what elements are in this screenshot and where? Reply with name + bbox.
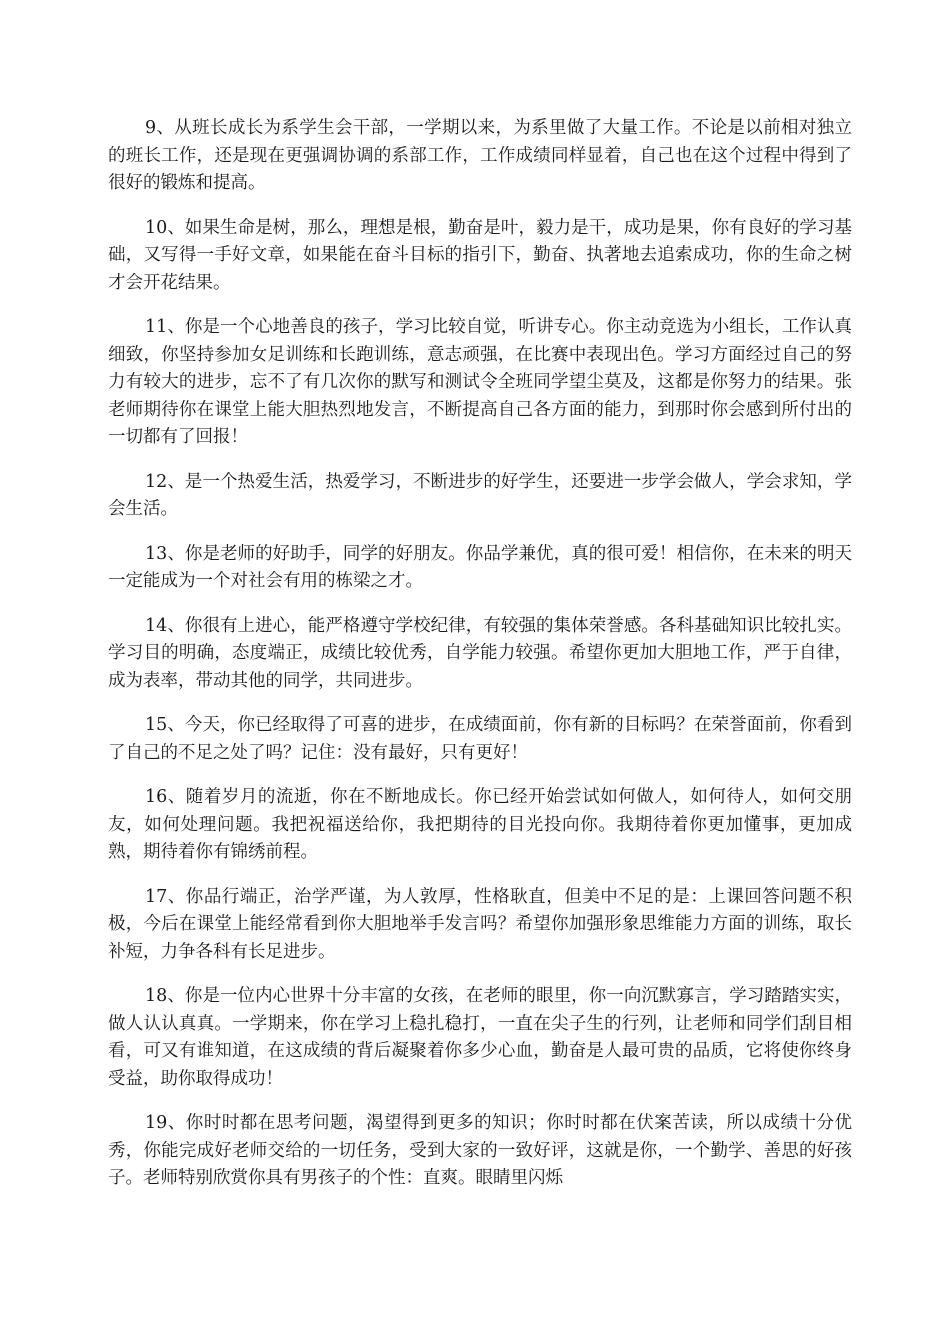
comment-paragraph-12: 12、是一个热爱生活，热爱学习，不断进步的好学生，还要进一步学会做人，学会求知，学会生活。 (108, 471, 852, 519)
document-body (108, 115, 852, 1210)
comment-paragraph-17: 17、你品行端正，治学严谨，为人敦厚，性格耿直，但美中不足的是：上课回答问题不积极，今后在课堂上能经常看到你大胆地举手发言吗？希望你加强形象思维能力方面的训练，取长补短，力争各科有长足进步。 (108, 886, 852, 962)
comment-paragraph-16: 16、随着岁月的流逝，你在不断地成长。你已经开始尝试如何做人，如何待人，如何交朋友，如何处理问题。我把祝福送给你，我把期待的目光投向你。我期待着你更加懂事，更加成熟，期待着你有锦绣前程。 (108, 787, 852, 862)
comment-paragraph-14: 14、你很有上进心，能严格遵守学校纪律，有较强的集体荣誉感。各科基础知识比较扎实。学习目的明确，态度端正，成绩比较优秀，自学能力较强。希望你更加大胆地工作，严于自律，成为表率，带动其他的同学，共同进步。 (108, 615, 852, 691)
comment-paragraph-19: 19、你时时都在思考问题，渴望得到更多的知识；你时时都在伏案苦读，所以成绩十分优秀，你能完成好老师交给的一切任务，受到大家的一致好评，这就是你，一个勤学、善思的好孩子。老师特别欣赏你具有男孩子的个性：直爽。眼睛里闪烁 (108, 1113, 852, 1188)
comment-paragraph-9: 9、从班长成长为系学生会干部，一学期以来，为系里做了大量工作。不论是以前相对独立的班长工作，还是现在更强调协调的系部工作，工作成绩同样显着，自己也在这个过程中得到了很好的锻炼和提高。 (108, 118, 852, 193)
comment-paragraph-15: 15、今天，你已经取得了可喜的进步，在成绩面前，你有新的目标吗？在荣誉面前，你看到了自己的不足之处了吗？记住：没有最好，只有更好！ (108, 715, 852, 763)
comment-paragraph-11: 11、你是一个心地善良的孩子，学习比较自觉，听讲专心。你主动竞选为小组长，工作认真细致，你坚持参加女足训练和长跑训练，意志顽强，在比赛中表现出色。学习方面经过自己的努力有较大的进步，忘不了有几次你的默写和测试令全班同学望尘莫及，这都是你努力的结果。张老师期待你在课堂上能大胆热烈地发言，不断提高自己各方面的能力，到那时你会感到所付出的一切都有了回报！ (108, 317, 852, 447)
comment-paragraph-13: 13、你是老师的好助手，同学的好朋友。你品学兼优，真的很可爱！相信你，在未来的明天一定能成为一个对社会有用的栋梁之才。 (108, 543, 852, 591)
comment-paragraph-10: 10、如果生命是树，那么，理想是根，勤奋是叶，毅力是干，成功是果，你有良好的学习基础，又写得一手好文章，如果能在奋斗目标的指引下，勤奋、执著地去追索成功，你的生命之树才会开花结果。 (108, 217, 852, 293)
comment-paragraph-18: 18、你是一位内心世界十分丰富的女孩，在老师的眼里，你一向沉默寡言，学习踏踏实实，做人认认真真。一学期来，你在学习上稳扎稳打，一直在尖子生的行列，让老师和同学们刮目相看，可又有谁知道，在这成绩的背后凝聚着你多少心血，勤奋是人最可贵的品质，它将使你终身受益，助你取得成功！ (108, 986, 852, 1089)
